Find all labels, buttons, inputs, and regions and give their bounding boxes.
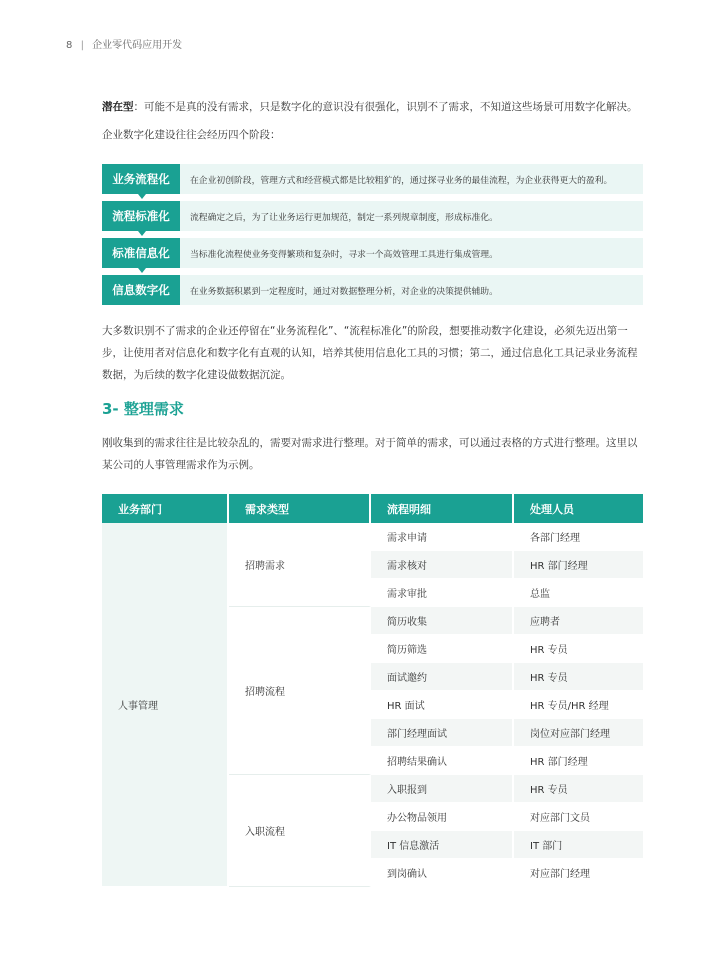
book-title: 企业零代码应用开发 <box>92 40 183 51</box>
stage-item <box>102 164 643 194</box>
handler-cell: 应聘者 <box>514 607 643 635</box>
stage-desc: 当标准化流程使业务变得繁琐和复杂时，寻求一个高效管理工具进行集成管理。 <box>180 238 643 268</box>
detail-cell: IT 信息激活 <box>371 831 514 859</box>
detail-cell: 部门经理面试 <box>371 719 514 747</box>
page-number: 8 <box>66 40 73 51</box>
stages-intro: 企业数字化建设往往会经历四个阶段： <box>102 129 281 141</box>
detail-cell: 到岗确认 <box>371 859 514 887</box>
dept-cell: 人事管理 <box>102 523 229 887</box>
handler-cell: 对应部门经理 <box>514 859 643 887</box>
detail-cell: 简历收集 <box>371 607 514 635</box>
handler-cell: HR 专员 <box>514 775 643 803</box>
detail-cell: HR 面试 <box>371 691 514 719</box>
detail-cell: 入职报到 <box>371 775 514 803</box>
table-header-row <box>102 494 643 523</box>
stage-arrow-icon <box>138 231 146 236</box>
handler-cell: 对应部门文员 <box>514 803 643 831</box>
handler-cell: HR 专员 <box>514 663 643 691</box>
table-row <box>102 523 643 551</box>
detail-cell: 招聘结果确认 <box>371 747 514 775</box>
section-line: 刚收集到的需求往往是比较杂乱的，需要对需求进行整理。对于简单的需求，可以通过表格的方式进行整理。这里以 <box>102 437 638 449</box>
stage-desc: 在业务数据积累到一定程度时，通过对数据整理分析，对企业的决策提供辅助。 <box>180 275 643 305</box>
stage-arrow-icon <box>138 268 146 273</box>
header-handler: 处理人员 <box>514 494 643 523</box>
section-paragraph <box>102 432 642 476</box>
detail-cell: 面试邀约 <box>371 663 514 691</box>
section-title: 3- 整理需求 <box>102 400 184 418</box>
stage-item <box>102 201 643 231</box>
handler-cell: 岗位对应部门经理 <box>514 719 643 747</box>
detail-cell: 办公物品领用 <box>371 803 514 831</box>
header-dept: 业务部门 <box>102 494 229 523</box>
summary-line: 大多数识别不了需求的企业还停留在“业务流程化”、“流程标准化”的阶段，想要推动数字化建设，必须先迈出第一 <box>102 325 628 337</box>
stage-label: 流程标准化 <box>102 201 180 231</box>
intro-label: 潜在型 <box>102 101 134 113</box>
detail-cell: 需求核对 <box>371 551 514 579</box>
header-type: 需求类型 <box>229 494 371 523</box>
stage-item <box>102 275 643 305</box>
intro-paragraph <box>102 96 642 118</box>
summary-line: 步，让使用者对信息化和数字化有直观的认知，培养其使用信息化工具的习惯；第二，通过信息化工具记录业务流程 <box>102 347 638 359</box>
stages-list <box>102 164 643 312</box>
section-line: 某公司的人事管理需求作为示例。 <box>102 459 260 471</box>
summary-paragraph <box>102 320 642 386</box>
header-separator: | <box>80 40 84 51</box>
type-cell: 招聘流程 <box>229 607 371 775</box>
summary-line: 数据，为后续的数字化建设做数据沉淀。 <box>102 369 291 381</box>
detail-cell: 简历筛选 <box>371 635 514 663</box>
handler-cell: HR 部门经理 <box>514 747 643 775</box>
stage-desc: 流程确定之后，为了让业务运行更加规范，制定一系列规章制度，形成标准化。 <box>180 201 643 231</box>
handler-cell: IT 部门 <box>514 831 643 859</box>
handler-cell: HR 专员 <box>514 635 643 663</box>
type-cell: 入职流程 <box>229 775 371 887</box>
stage-arrow-icon <box>138 194 146 199</box>
stage-label: 标准信息化 <box>102 238 180 268</box>
type-cell: 招聘需求 <box>229 523 371 607</box>
handler-cell: 总监 <box>514 579 643 607</box>
header-detail: 流程明细 <box>371 494 514 523</box>
intro-text: ：可能不是真的没有需求，只是数字化的意识没有很强化，识别不了需求，不知道这些场景可用数字化解决。 <box>133 101 638 113</box>
detail-cell: 需求审批 <box>371 579 514 607</box>
stage-label: 信息数字化 <box>102 275 180 305</box>
handler-cell: HR 部门经理 <box>514 551 643 579</box>
detail-cell: 需求申请 <box>371 523 514 551</box>
stage-label: 业务流程化 <box>102 164 180 194</box>
requirements-table <box>102 494 643 887</box>
stage-desc: 在企业初创阶段，管理方式和经营模式都是比较粗犷的，通过探寻业务的最佳流程，为企业获得更大的盈利。 <box>180 164 643 194</box>
page-header <box>66 36 182 51</box>
handler-cell: HR 专员/HR 经理 <box>514 691 643 719</box>
stage-item <box>102 238 643 268</box>
handler-cell: 各部门经理 <box>514 523 643 551</box>
